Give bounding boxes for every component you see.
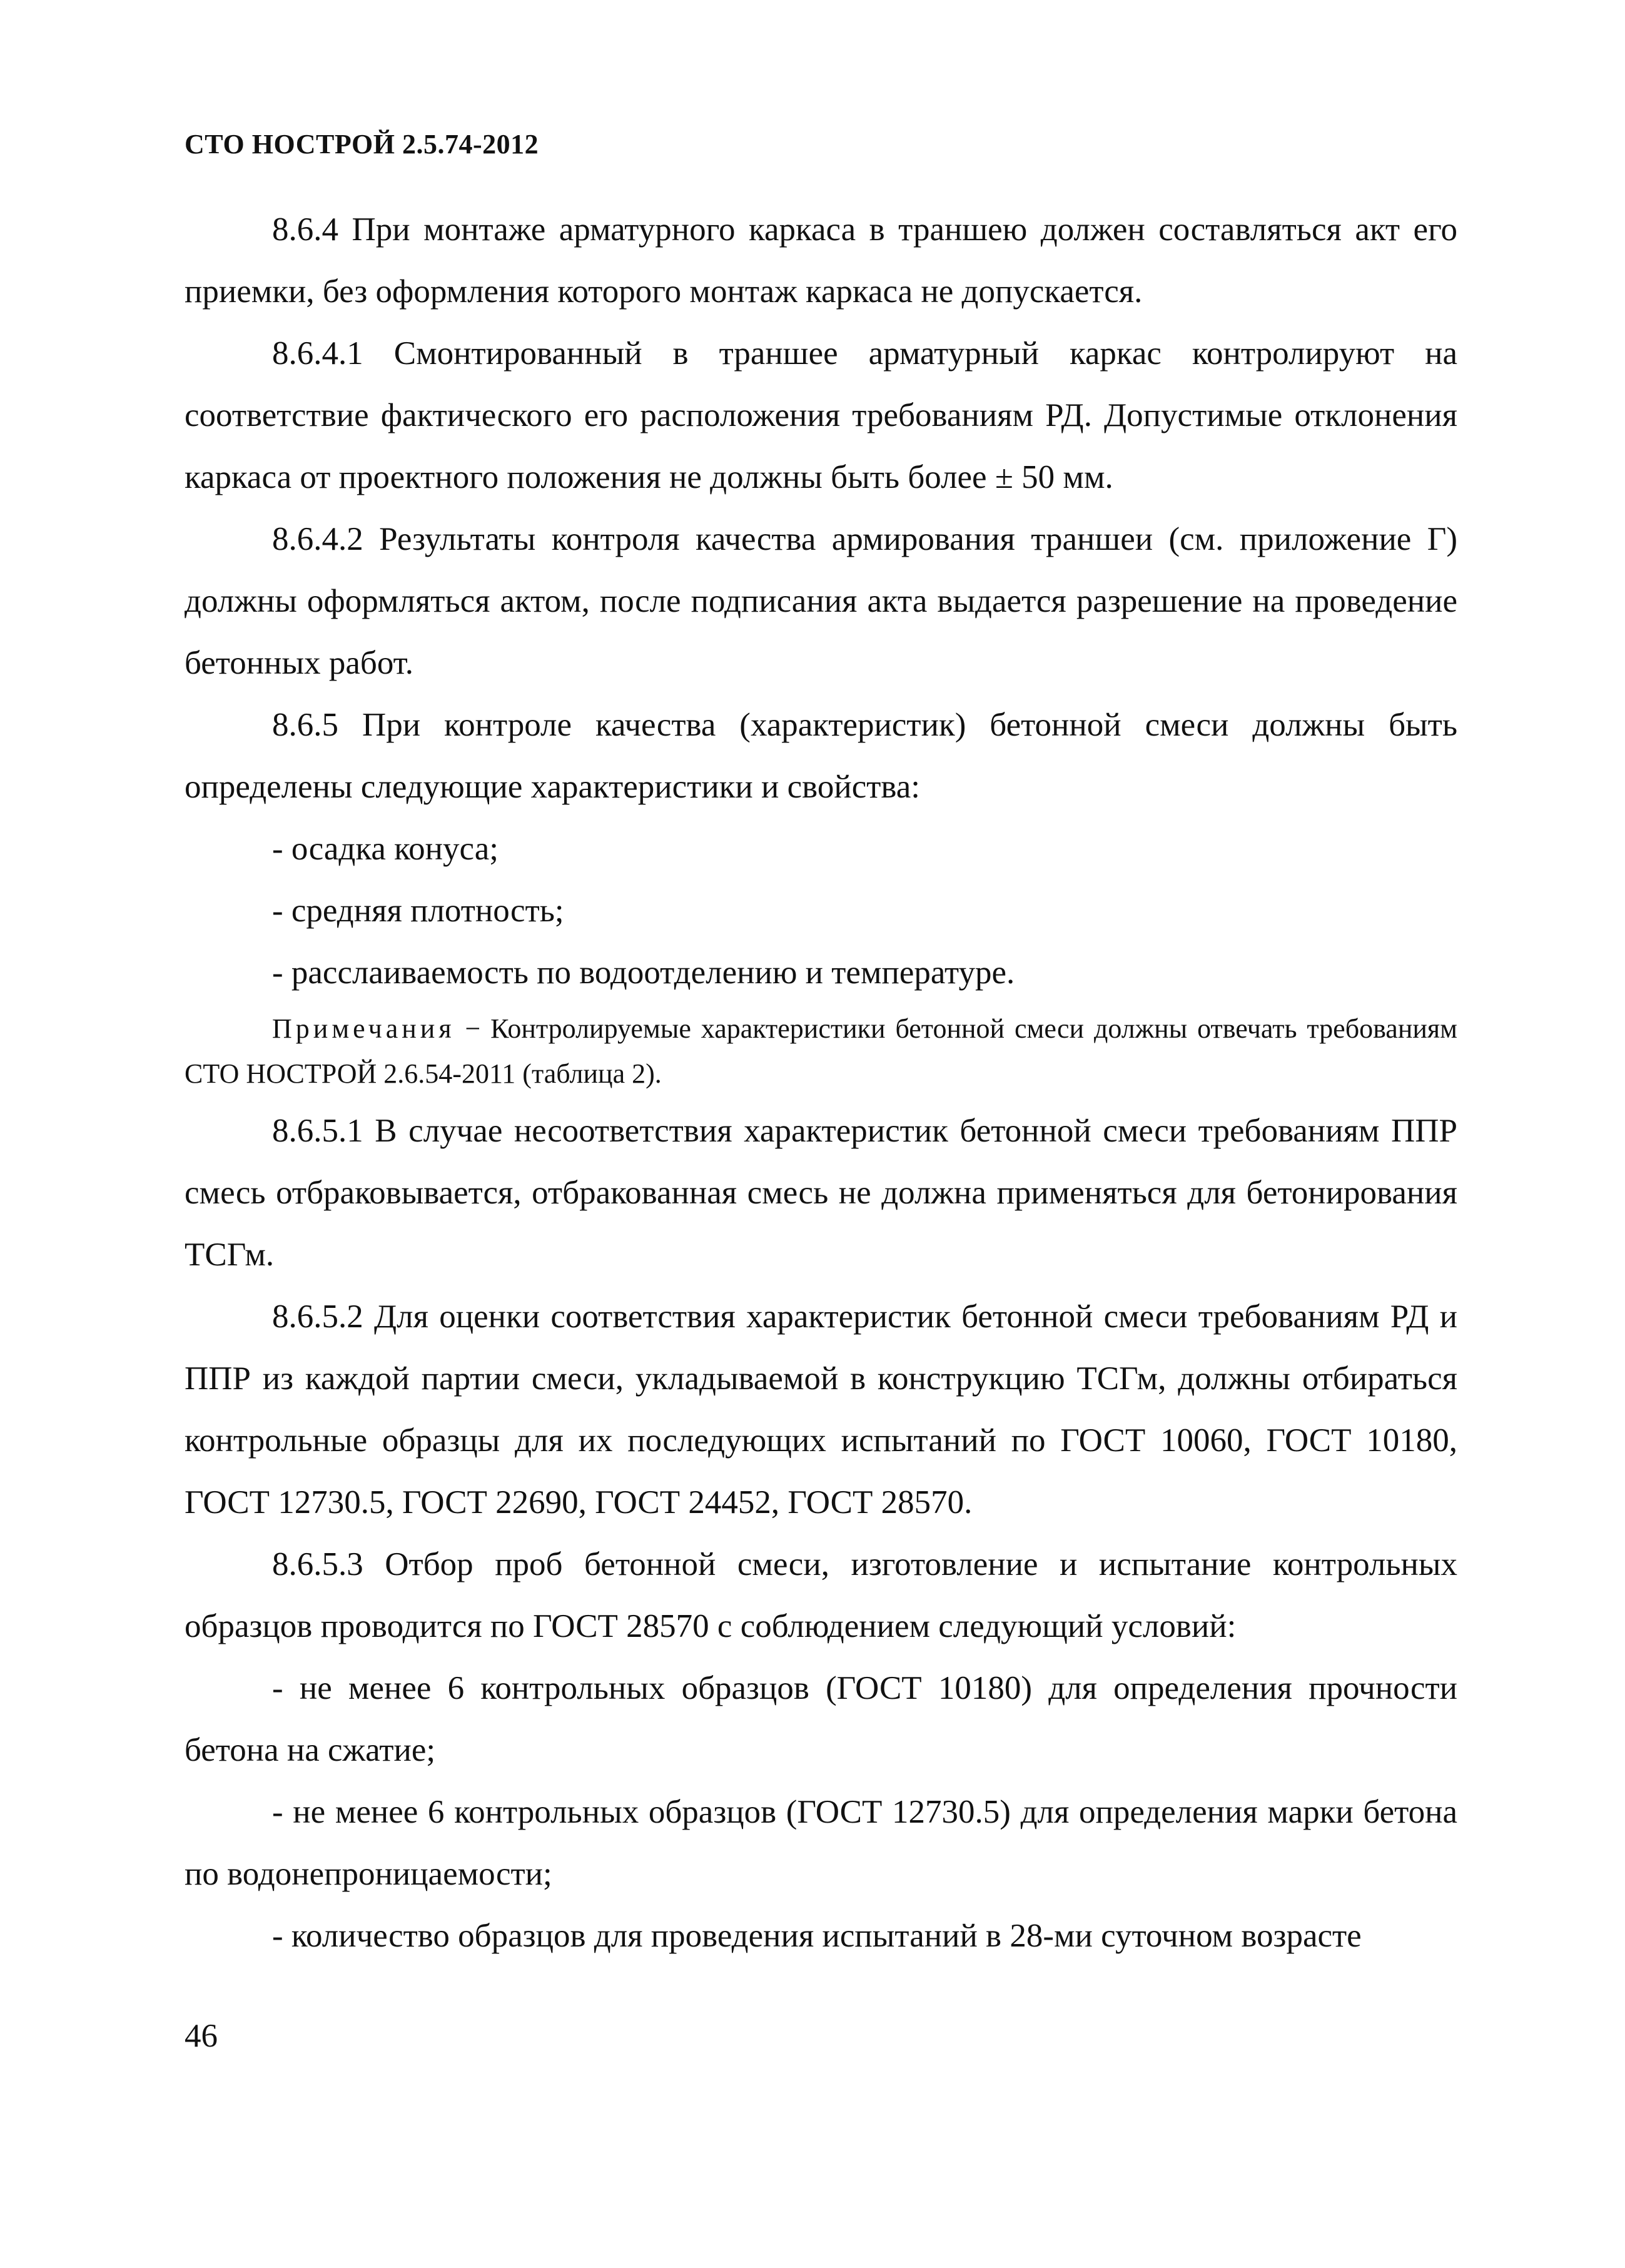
document-body: [185, 199, 1457, 1967]
paragraph-8-6-4-1: 8.6.4.1 Смонтированный в траншее арматурный каркас контролируют на соответствие фактического его расположения требованиям РД. Допустимые отклонения каркаса от проектного положения не должны быть более ± 50 мм.: [185, 335, 1457, 495]
paragraph-8-6-5-3: 8.6.5.3 Отбор проб бетонной смеси, изготовление и испытание контрольных образцов проводится по ГОСТ 28570 с соблюдением следующий условий:: [185, 1546, 1457, 1644]
list-item: - не менее 6 контрольных образцов (ГОСТ 10180) для определения прочности бетона на сжатие;: [185, 1670, 1457, 1768]
list-item: - средняя плотность;: [272, 893, 564, 929]
paragraph-8-6-4-2: 8.6.4.2 Результаты контроля качества армирования траншеи (см. приложение Г) должны оформляться актом, после подписания акта выдается разрешение на проведение бетонных работ.: [185, 521, 1457, 681]
paragraph-8-6-5-1: 8.6.5.1 В случае несоответствия характеристик бетонной смеси требованиям ППР смесь отбраковывается, отбракованная смесь не должна применяться для бетонирования ТСГм.: [185, 1113, 1457, 1273]
list-item: - не менее 6 контрольных образцов (ГОСТ 12730.5) для определения марки бетона по водонепроницаемости;: [185, 1794, 1457, 1892]
page-number: 46: [185, 2018, 218, 2054]
document-header: СТО НОСТРОЙ 2.5.74-2012: [185, 129, 539, 159]
paragraph-8-6-4: 8.6.4 При монтаже арматурного каркаса в траншею должен составляться акт его приемки, без оформления которого монтаж каркаса не допускается.: [185, 211, 1457, 310]
note: [185, 1006, 1457, 1096]
list-item: - осадка конуса;: [272, 831, 499, 867]
list-item: - количество образцов для проведения испытаний в 28-ми суточном возрасте: [272, 1918, 1362, 1954]
paragraph-8-6-5: 8.6.5 При контроле качества (характеристик) бетонной смеси должны быть определены следующие характеристики и свойства:: [185, 707, 1457, 805]
list-item: - расслаиваемость по водоотделению и температуре.: [272, 954, 1015, 991]
note-text: − Контролируемые характеристики бетонной смеси должны отвечать требованиям СТО НОСТРОЙ 2.6.54-2011 (таблица 2).: [185, 1013, 1457, 1089]
note-label: Примечания: [272, 1013, 455, 1044]
paragraph-8-6-5-2: 8.6.5.2 Для оценки соответствия характеристик бетонной смеси требованиям РД и ППР из каждой партии смеси, укладываемой в конструкцию ТСГм, должны отбираться контрольные образцы для их последующих испытаний по ГОСТ 10060, ГОСТ 10180, ГОСТ 12730.5, ГОСТ 22690, ГОСТ 24452, ГОСТ 28570.: [185, 1299, 1457, 1521]
